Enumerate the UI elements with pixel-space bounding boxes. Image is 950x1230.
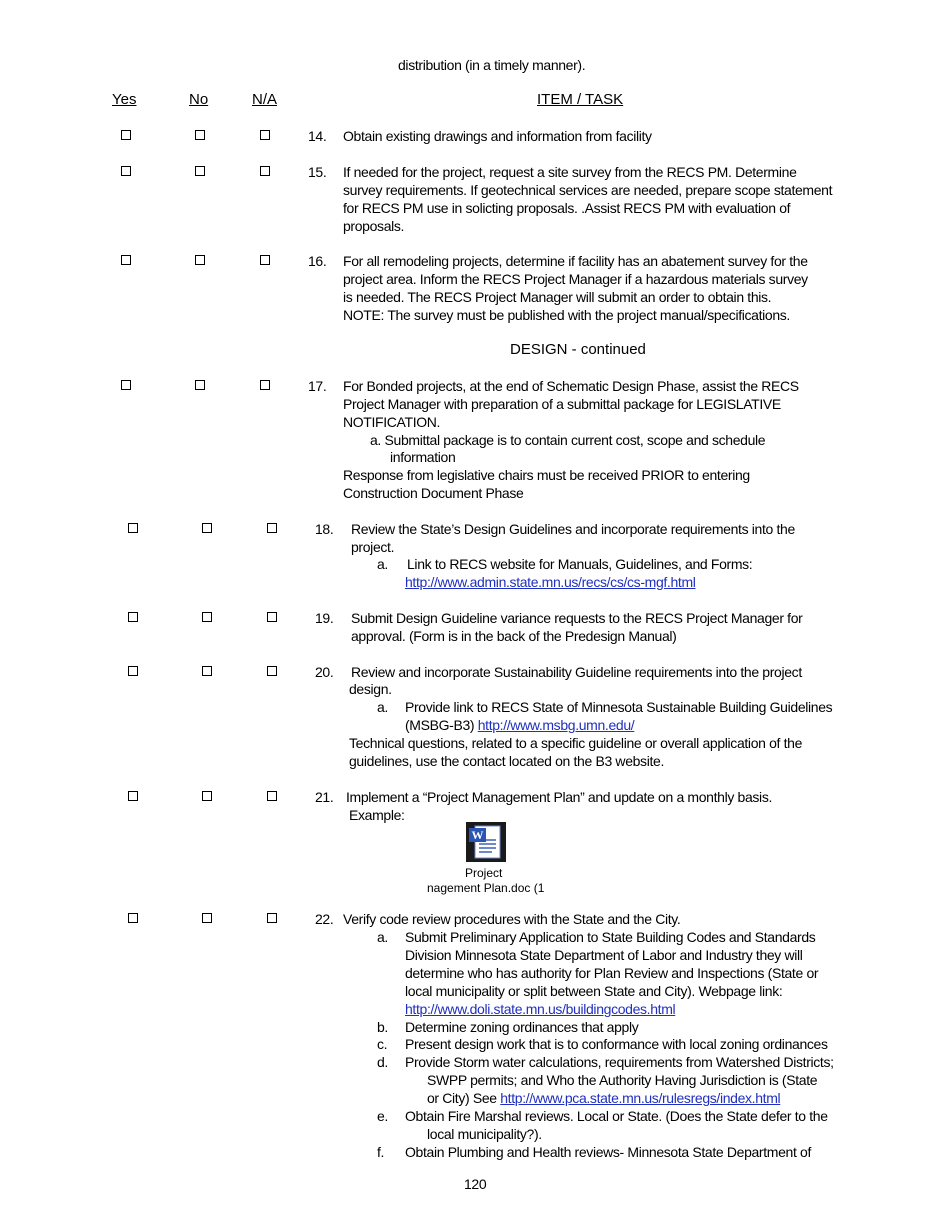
item-19-line: Submit Design Guideline variance requests to the RECS Project Manager for	[351, 610, 803, 626]
checkbox-na-19[interactable]	[267, 612, 277, 622]
header-no: No	[189, 91, 209, 108]
checkbox-na-17[interactable]	[260, 380, 270, 390]
item-15-line: survey requirements. If geotechnical services are needed, prepare scope statement	[343, 182, 833, 198]
checkbox-yes-21[interactable]	[128, 791, 138, 801]
item-20-tail: Technical questions, related to a specific guideline or overall application of the	[349, 735, 803, 751]
checkbox-yes-18[interactable]	[128, 523, 138, 533]
item-15-number: 15.	[308, 164, 327, 180]
item-22-b-label: b.	[377, 1019, 388, 1035]
item-22-f-text: Obtain Plumbing and Health reviews- Minnesota State Department of	[405, 1144, 812, 1160]
header-yes: Yes	[112, 91, 137, 108]
item-22-number: 22.	[315, 911, 334, 927]
word-document-icon[interactable]	[466, 822, 506, 862]
item-22-d-label: d.	[377, 1054, 388, 1070]
item-15-line: If needed for the project, request a site survey from the RECS PM. Determine	[343, 164, 797, 180]
item-21-line: Implement a “Project Management Plan” and update on a monthly basis.	[346, 789, 773, 805]
item-18-number: 18.	[315, 521, 334, 537]
item-17-sub-a: a. Submittal package is to contain current cost, scope and schedule	[370, 432, 766, 448]
item-22-a-link[interactable]: http://www.doli.state.mn.us/buildingcodes.html	[405, 1001, 676, 1017]
item-20-sub-a2: (MSBG-B3)	[405, 717, 478, 733]
item-21-number: 21.	[315, 789, 334, 805]
item-20-number: 20.	[315, 664, 334, 680]
item-22-f-label: f.	[377, 1144, 385, 1160]
item-21-line: Example:	[349, 807, 405, 823]
checkbox-na-22[interactable]	[267, 913, 277, 923]
item-22-a-line: Submit Preliminary Application to State Building Codes and Standards	[405, 929, 816, 945]
checkbox-no-16[interactable]	[195, 255, 205, 265]
item-22-a-line: local municipality or split between State and City). Webpage link:	[405, 983, 783, 999]
checkbox-no-20[interactable]	[202, 666, 212, 676]
checkbox-yes-19[interactable]	[128, 612, 138, 622]
item-16-line: For all remodeling projects, determine if facility has an abatement survey for the	[343, 253, 808, 269]
item-22-e-label: e.	[377, 1108, 388, 1124]
item-20-tail: guidelines, use the contact located on the B3 website.	[349, 753, 664, 769]
item-16-line: NOTE: The survey must be published with the project manual/specifications.	[343, 307, 790, 323]
item-20-sub-a: Provide link to RECS State of Minnesota Sustainable Building Guidelines	[405, 699, 833, 715]
attachment-caption-2: nagement Plan.doc (1	[427, 881, 545, 895]
item-22-a-line: determine who has authority for Plan Review and Inspections (State or	[405, 965, 819, 981]
item-22-c-label: c.	[377, 1036, 388, 1052]
checkbox-yes-14[interactable]	[121, 130, 131, 140]
header-item-task: ITEM / TASK	[537, 91, 624, 108]
item-17-number: 17.	[308, 378, 327, 394]
item-17-line: NOTIFICATION.	[343, 414, 441, 430]
item-17-line: Project Manager with preparation of a submittal package for LEGISLATIVE	[343, 396, 781, 412]
checkbox-na-16[interactable]	[260, 255, 270, 265]
item-22-e-line: Obtain Fire Marshal reviews. Local or State. (Does the State defer to the	[405, 1108, 828, 1124]
item-18-link[interactable]: http://www.admin.state.mn.us/recs/cs/cs-mgf.html	[405, 574, 696, 590]
item-18-line: Review the State’s Design Guidelines and incorporate requirements into the	[351, 521, 795, 537]
item-19-number: 19.	[315, 610, 334, 626]
item-18-sub-a: Link to RECS website for Manuals, Guidelines, and Forms:	[407, 556, 753, 572]
checkbox-no-15[interactable]	[195, 166, 205, 176]
item-20-link[interactable]: http://www.msbg.umn.edu/	[477, 717, 635, 733]
item-18-line: project.	[351, 539, 395, 555]
checkbox-yes-17[interactable]	[121, 380, 131, 390]
checkbox-na-21[interactable]	[267, 791, 277, 801]
svg-text:W: W	[471, 828, 484, 842]
checkbox-na-14[interactable]	[260, 130, 270, 140]
item-15-line: for RECS PM use in solicting proposals. .Assist RECS PM with evaluation of	[343, 200, 791, 216]
item-22-d-line: Provide Storm water calculations, requirements from Watershed Districts;	[405, 1054, 834, 1070]
checkbox-no-19[interactable]	[202, 612, 212, 622]
header-na: N/A	[252, 91, 278, 108]
checkbox-no-21[interactable]	[202, 791, 212, 801]
checkbox-no-14[interactable]	[195, 130, 205, 140]
item-20-line: design.	[349, 681, 392, 697]
item-14-text: Obtain existing drawings and information from facility	[343, 128, 652, 144]
checkbox-yes-15[interactable]	[121, 166, 131, 176]
item-22-c-text: Present design work that is to conformance with local zoning ordinances	[405, 1036, 828, 1052]
checkbox-na-15[interactable]	[260, 166, 270, 176]
item-17-line: For Bonded projects, at the end of Schematic Design Phase, assist the RECS	[343, 378, 799, 394]
item-16-number: 16.	[308, 253, 327, 269]
item-20-sub-a-cont	[405, 716, 634, 734]
attachment-caption-1: Project	[465, 866, 503, 880]
item-16-line: is needed. The RECS Project Manager will submit an order to obtain this.	[343, 289, 772, 305]
item-22-d-link[interactable]: http://www.pca.state.mn.us/rulesregs/index.html	[500, 1090, 781, 1106]
checkbox-yes-20[interactable]	[128, 666, 138, 676]
checkbox-no-17[interactable]	[195, 380, 205, 390]
item-18-sub-a-label: a.	[377, 556, 388, 572]
section-heading: DESIGN - continued	[510, 341, 646, 358]
item-22-line: Verify code review procedures with the State and the City.	[343, 911, 681, 927]
item-20-sub-a-label: a.	[377, 699, 388, 715]
checkbox-na-18[interactable]	[267, 523, 277, 533]
item-14-number: 14.	[308, 128, 327, 144]
top-line: distribution (in a timely manner).	[398, 57, 586, 73]
item-22-d-pre: or City) See	[427, 1090, 501, 1106]
item-17-tail: Construction Document Phase	[343, 485, 524, 501]
item-22-a-line: Division Minnesota State Department of Labor and Industry they will	[405, 947, 803, 963]
checkbox-no-22[interactable]	[202, 913, 212, 923]
item-15-line: proposals.	[343, 218, 405, 234]
item-17-sub-a: information	[390, 449, 456, 465]
item-22-d-line-link	[427, 1089, 780, 1107]
checkbox-yes-22[interactable]	[128, 913, 138, 923]
checkbox-yes-16[interactable]	[121, 255, 131, 265]
checkbox-no-18[interactable]	[202, 523, 212, 533]
item-17-tail: Response from legislative chairs must be received PRIOR to entering	[343, 467, 750, 483]
item-19-line: approval. (Form is in the back of the Predesign Manual)	[351, 628, 677, 644]
item-22-e-line: local municipality?).	[427, 1126, 542, 1142]
checkbox-na-20[interactable]	[267, 666, 277, 676]
item-22-b-text: Determine zoning ordinances that apply	[405, 1019, 639, 1035]
item-22-a-label: a.	[377, 929, 388, 945]
item-16-line: project area. Inform the RECS Project Manager if a hazardous materials survey	[343, 271, 808, 287]
page-number: 120	[464, 1176, 487, 1192]
item-22-d-line: SWPP permits; and Who the Authority Having Jurisdiction is (State	[427, 1072, 818, 1088]
item-20-line: Review and incorporate Sustainability Guideline requirements into the project	[351, 664, 802, 680]
